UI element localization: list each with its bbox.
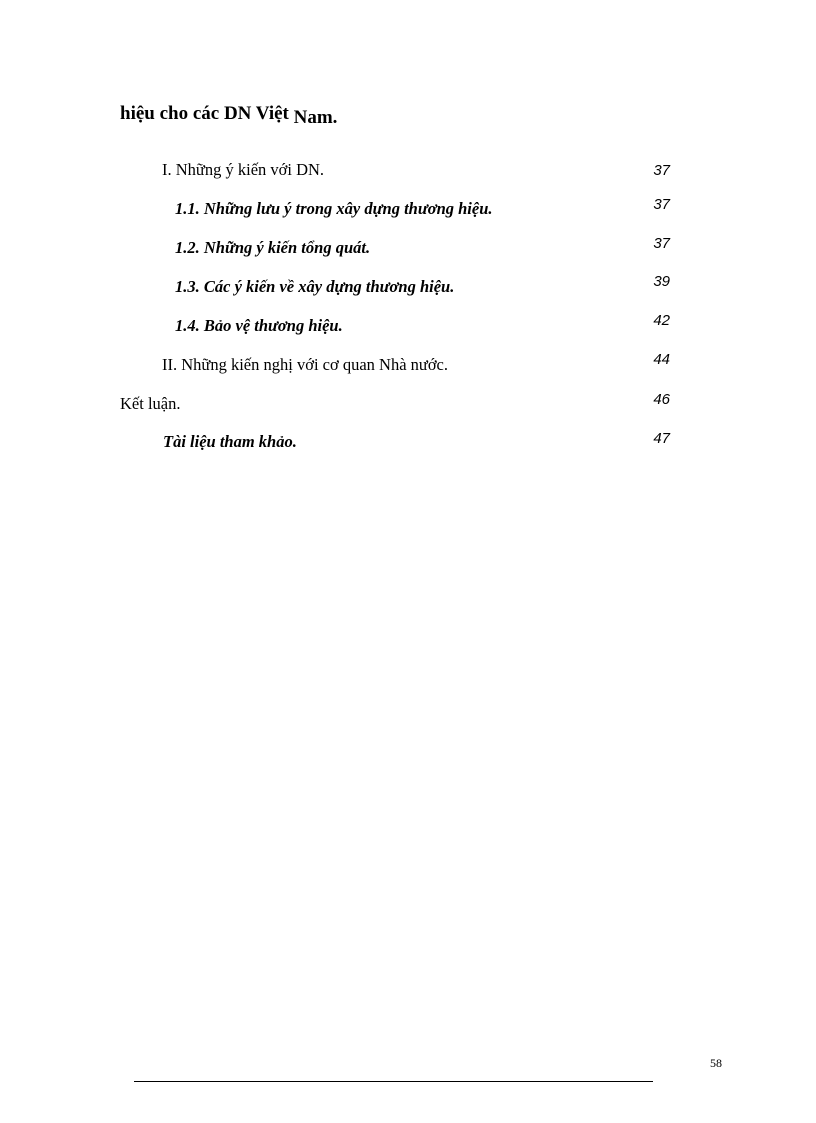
- footer-rule: [134, 1081, 653, 1082]
- toc-entry-subsection-1-4: [0, 312, 816, 340]
- toc-entry-page: 37: [653, 162, 670, 179]
- toc-entry-label: I. Những ý kiến với DN.: [162, 160, 325, 179]
- toc-entry-subsection-1-2: [0, 235, 816, 262]
- toc-entry-label: Tài liệu tham khảo.: [163, 432, 297, 451]
- toc-entry-page: 42: [653, 312, 670, 329]
- toc-entry-label: 1.1. Những lưu ý trong xây dựng thương hiệu.: [175, 199, 493, 218]
- toc-entry-label: 1.4. Bảo vệ thương hiệu.: [175, 316, 343, 335]
- toc-entry-conclusion: [0, 391, 816, 418]
- toc-entry-label: Kết luận.: [120, 394, 181, 413]
- toc-entry-label: 1.3. Các ý kiến về xây dựng thương hiệu.: [175, 277, 455, 296]
- heading-tail: Nam.: [293, 107, 338, 128]
- continued-heading: [120, 103, 338, 128]
- toc-entry-page: 39: [653, 273, 670, 290]
- toc-entry-page: 47: [653, 430, 670, 447]
- toc-entry-page: 37: [653, 196, 670, 213]
- toc-entry-label: 1.2. Những ý kiến tổng quát.: [175, 238, 371, 257]
- toc-entry-page: 44: [653, 351, 670, 368]
- toc-entry-references: [0, 432, 816, 456]
- toc-entry-subsection-1-1: [0, 196, 816, 223]
- heading-text: hiệu cho các DN Việt: [120, 103, 289, 124]
- page-number: 58: [710, 1056, 722, 1070]
- toc-entry-label: II. Những kiến nghị với cơ quan Nhà nước.: [162, 355, 449, 374]
- toc-entry-page: 46: [653, 391, 670, 408]
- toc-entry-subsection-1-3: [0, 273, 816, 301]
- toc-entry-page: 37: [653, 235, 670, 252]
- toc-entry-section-2: [0, 351, 816, 379]
- toc-entry-section-1: [0, 160, 816, 184]
